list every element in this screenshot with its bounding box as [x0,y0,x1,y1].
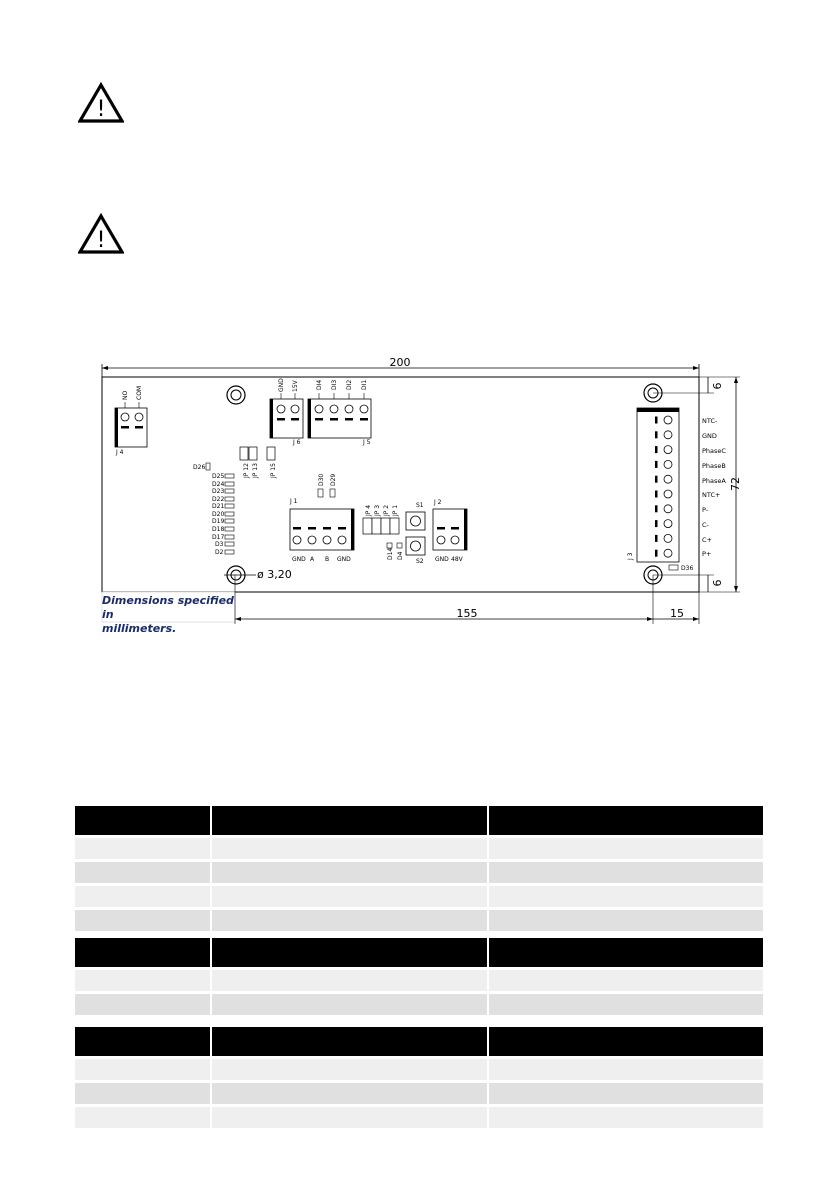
j3-pin-bar [655,417,658,424]
j1-pin-label: B [325,556,330,563]
led-label: D30 [318,473,325,486]
j5-pin-label: DI3 [331,379,338,390]
j3-pin-bar [655,476,658,483]
j3-pin-bar [655,431,658,438]
connector-j4 [115,402,147,447]
led-label: D19 [212,518,225,525]
dim-hole-diameter: ø 3,20 [257,568,292,581]
jumper-group-top [240,447,275,460]
switch-s2 [406,537,425,555]
svg-text:!: ! [96,228,106,253]
mounting-hole [227,386,245,404]
led-label: D18 [212,526,225,533]
dim-width: 200 [389,356,411,369]
connector-j1 [290,509,354,550]
led-column [193,463,234,556]
connector-j2 [433,509,467,550]
spec-table [75,806,765,934]
jumper-label: JP 13 [252,463,259,478]
j3-pin-label: PhaseB [702,462,726,470]
j3-pin-bar [655,461,658,468]
j3-pin-terminal [664,475,672,483]
led-d36 [669,565,678,570]
j3-pin-terminal [664,520,672,528]
connector-j5 [308,393,371,438]
table-row [75,886,765,910]
j3-pin-terminal [664,534,672,542]
table-row [75,910,765,934]
dim-hole-span: 155 [456,607,478,620]
j4-label: J 4 [116,449,124,456]
j1-pin-label: GND [337,556,351,563]
led-label: D29 [330,473,337,486]
dimension-note [102,594,242,636]
led-label: D14 [387,547,394,560]
j1-pin-label: GND [292,556,306,563]
j3-pin-bar [655,446,658,453]
j1-pin-label: A [310,556,315,563]
connector-j6 [270,393,303,438]
j3-pin-label: NTC- [702,417,718,425]
mounting-hole [224,566,256,584]
j3-pin-bar [655,520,658,527]
j3-pin-terminal [664,460,672,468]
led-label: D20 [212,511,225,518]
j3-pin-bar [655,535,658,542]
j3-pin-label: PhaseC [702,447,726,455]
dim-right-offset: 15 [670,607,684,620]
led-label: D3 [215,541,224,548]
j3-pin-label: NTC+ [702,491,721,499]
dim-margin-bottom: 6 [711,579,724,587]
spec-table [75,938,765,1018]
dim-height: 72 [729,477,742,491]
led-label: D26 [193,464,206,471]
j1-label: J 1 [290,498,298,505]
table-row [75,1059,765,1083]
note-line: millimeters. [102,622,177,635]
j3-pin-label: PhaseA [702,477,726,485]
led-label: D4 [397,551,404,560]
led-pair-top [318,489,335,497]
warning-icon [78,82,124,124]
j3-pin-terminal [664,490,672,498]
j5-pin-label: DI1 [361,379,368,390]
j3-label: J 3 [627,552,634,560]
led-label: D24 [212,481,225,488]
led-label: D22 [212,496,225,503]
j6-label: J 6 [293,439,301,446]
table-header-row [75,1027,765,1059]
j3-pin-terminal [664,549,672,557]
j3-pin-terminal [664,446,672,454]
j3-pin-terminal [664,416,672,424]
switch-label: S1 [416,502,424,509]
j6-pin-label: GND [278,378,285,392]
spec-table [75,1027,765,1131]
jumper-label: JP 1 [392,504,399,516]
j2-pin-label: GND [435,556,449,563]
j5-pin-label: DI4 [316,379,323,390]
connector-j3 [637,408,679,562]
led-label: D2 [215,549,224,556]
j6-pin-label: 15V [292,380,299,392]
led-label: D23 [212,488,225,495]
j3-pin-terminal [664,505,672,513]
table-header-row [75,806,765,838]
led-pair-mid [387,543,402,548]
j3-pin-label: C- [702,521,709,529]
table-header-row [75,938,765,970]
j4-pin-label: NO [122,390,129,400]
j3-pin-label: P+ [702,550,712,558]
led-label: D21 [212,503,225,510]
j2-label: J 2 [434,499,442,506]
j2-pin-label: 48V [451,556,463,563]
led-label: D17 [212,534,225,541]
j3-pin-label: GND [702,432,717,440]
switch-s1 [406,512,425,530]
j3-pin-bar [655,505,658,512]
jumper-label: JP 3 [374,504,381,516]
jumper-group-mid [363,518,399,534]
j5-label: J 5 [363,439,371,446]
led-label: D25 [212,473,225,480]
table-row [75,1107,765,1131]
j3-pin-terminal [664,431,672,439]
j3-pin-label: P- [702,506,709,514]
j3-pin-bar [655,491,658,498]
table-row [75,994,765,1018]
j5-pin-label: DI2 [346,379,353,390]
table-row [75,970,765,994]
note-line: Dimensions specified in [102,594,234,621]
led-label: D36 [681,565,694,572]
j3-pin-bar [655,550,658,557]
dim-margin-top: 6 [711,382,724,390]
jumper-label: JP 12 [243,463,250,478]
switch-label: S2 [416,558,424,565]
table-row [75,838,765,862]
j3-pin-label: C+ [702,536,712,544]
j4-pin-label: COM [136,385,143,400]
svg-text:!: ! [96,97,106,122]
jumper-label: JP 4 [365,504,372,516]
table-row [75,1083,765,1107]
jumper-label: JP 2 [383,504,390,516]
jumper-label: JP 15 [270,463,277,478]
table-row [75,862,765,886]
warning-icon [78,213,124,255]
